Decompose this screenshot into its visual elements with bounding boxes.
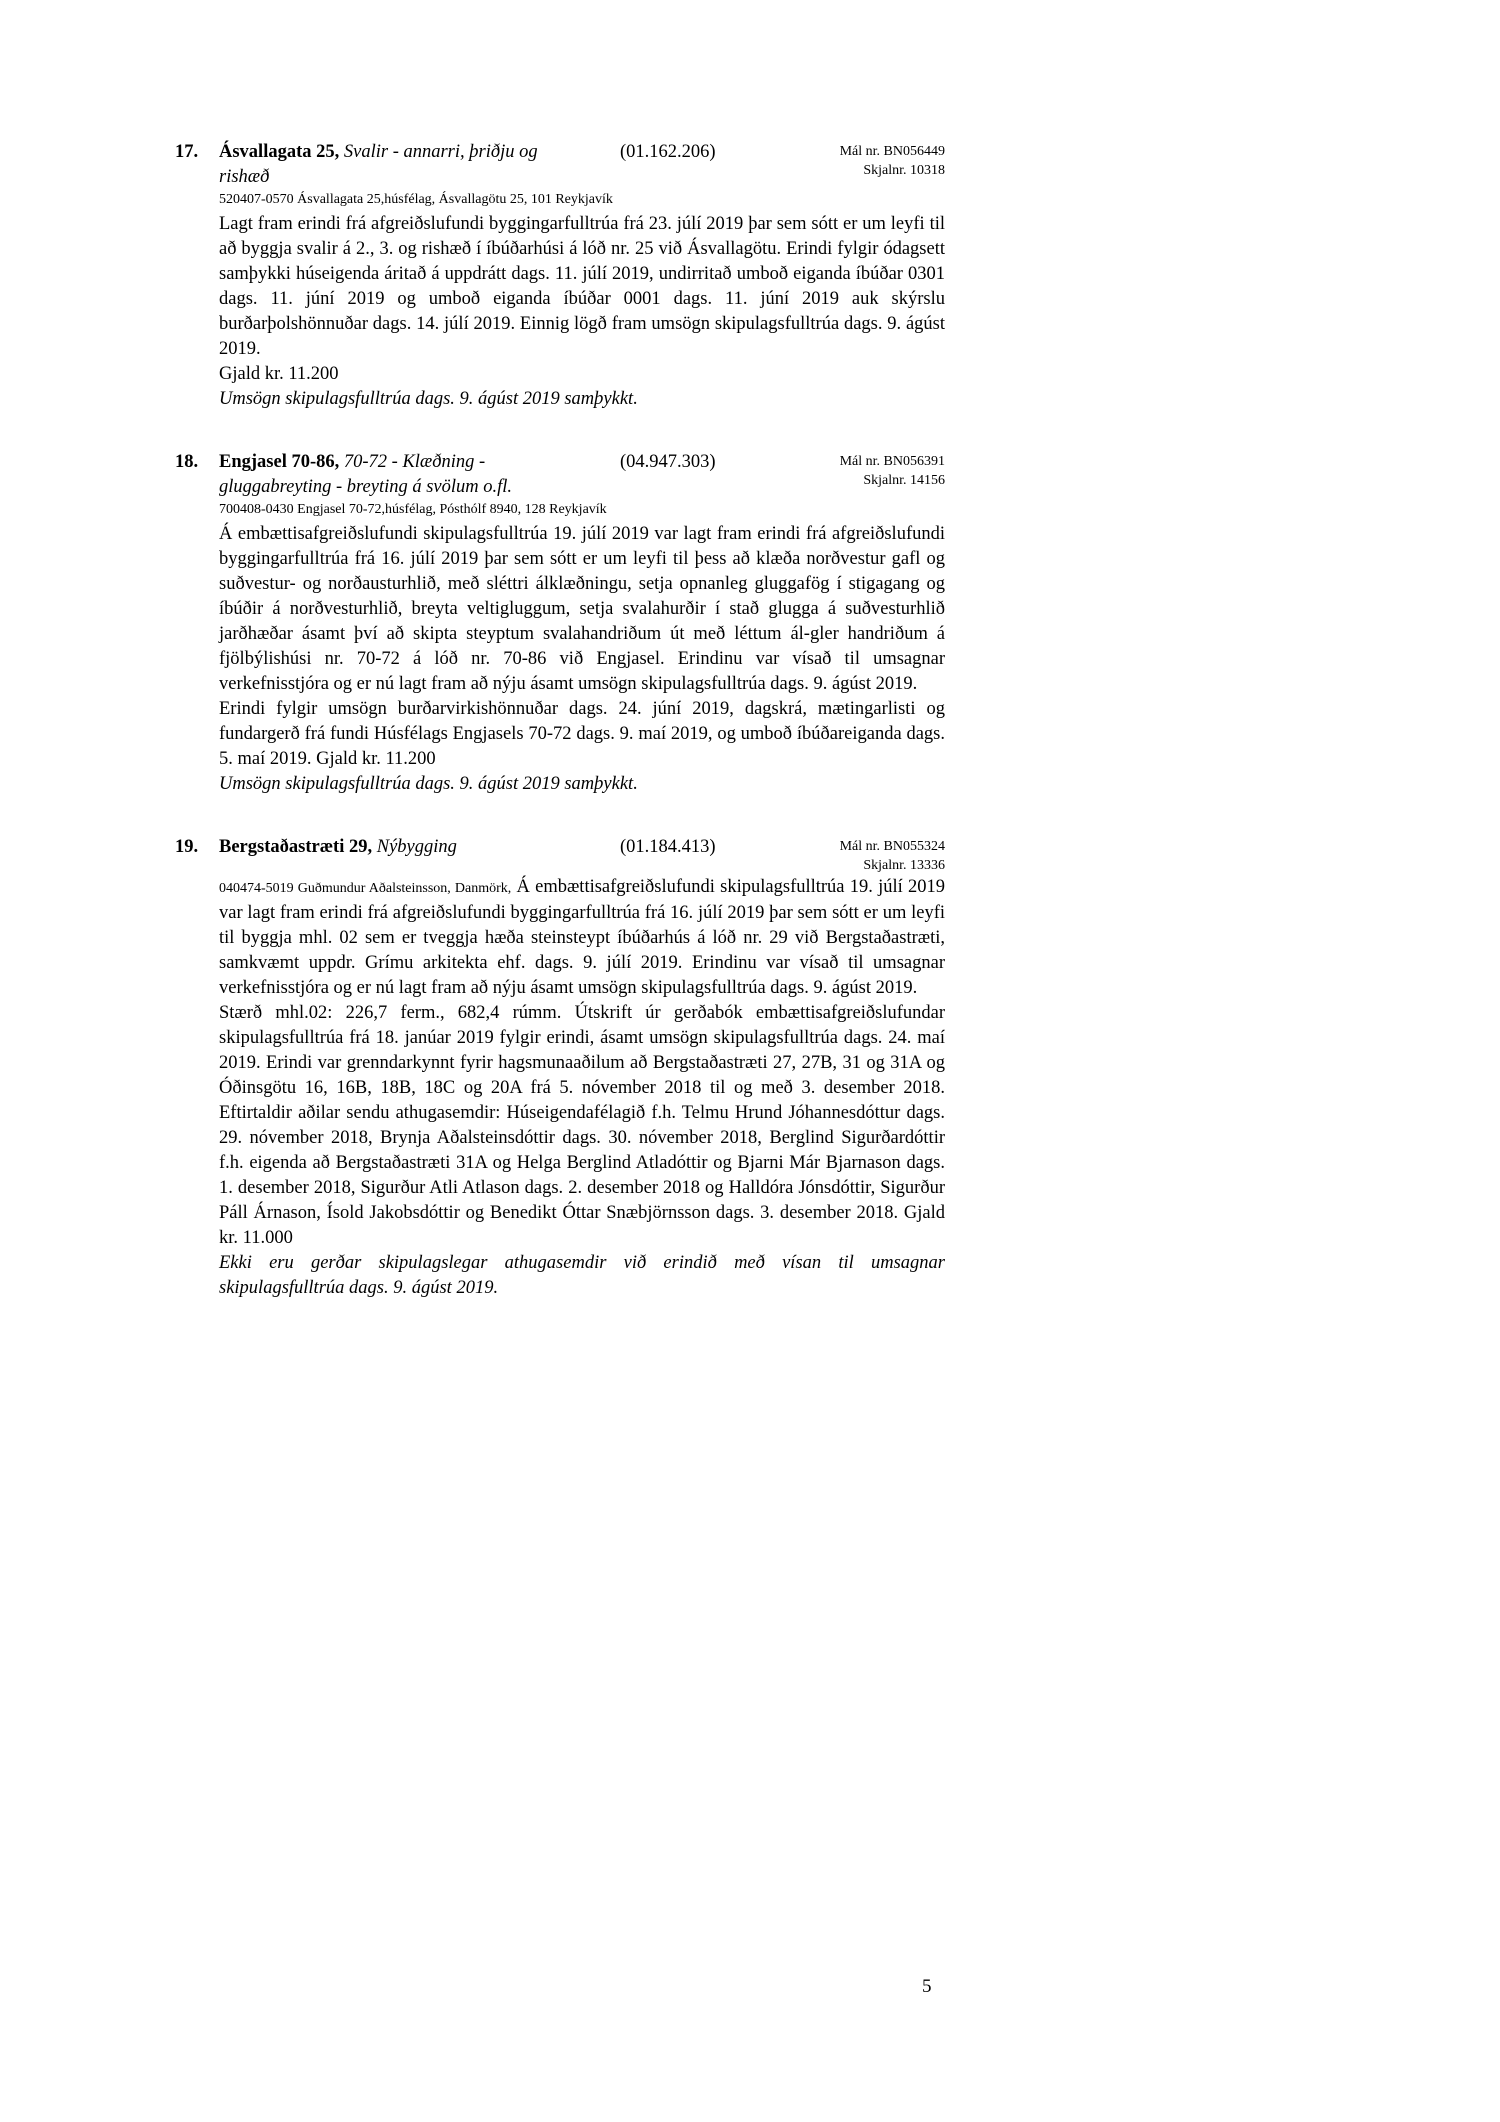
item-code: (04.947.303) [620, 452, 716, 472]
item-conclusion: Umsögn skipulagsfulltrúa dags. 9. ágúst 2019 samþykkt. [219, 774, 638, 794]
item-code: (01.162.206) [620, 142, 716, 162]
agenda-item-17 [175, 140, 945, 412]
item-title-type: 70-72 - Klæðning - gluggabreyting - breyting á svölum o.fl. [219, 452, 513, 497]
item-conclusion: Ekki eru gerðar skipulagslegar athugasemdir við erindið með vísan til umsagnar skipulagsfulltrúa dags. 9. ágúst 2019. [219, 1253, 945, 1298]
item-header [175, 140, 945, 190]
item-header [175, 450, 945, 500]
minutes-content [175, 140, 945, 1339]
item-paragraph-text: Á embættisafgreiðslufundi skipulagsfulltrúa 19. júlí 2019 var lagt fram erindi frá afgreiðslufundi byggingarfulltrúa frá 16. júlí 2019 þar sem sótt er um leyfi til byggja mhl. 02 sem er tveggja hæða steinsteypt íbúðarhús á lóð nr. 29 við Bergstaðastræti, samkvæmt uppdr. Grímu arkitekta ehf. dags. 9. júlí 2019. Erindinu var vísað til umsagnar verkefnisstjóra og er nú lagt fram að nýju ásamt umsögn skipulagsfulltrúa dags. 9. ágúst 2019. [219, 877, 945, 998]
item-paragraph [219, 875, 945, 1001]
item-title-type: Nýbygging [376, 837, 457, 857]
item-title-address: Engjasel 70-86, [219, 452, 340, 472]
document-number: Skjalnr. 10318 [863, 163, 945, 178]
item-title-address: Bergstaðastræti 29, [219, 837, 373, 857]
item-title [219, 140, 620, 190]
owner-address-line: 520407-0570 Ásvallagata 25,húsfélag, Ásvallagötu 25, 101 Reykjavík [219, 192, 613, 207]
case-info [770, 140, 945, 180]
item-title-type: Svalir - annarri, þriðju og rishæð [219, 142, 538, 187]
case-number: Mál nr. BN056391 [839, 454, 945, 469]
item-number: 18. [175, 452, 199, 472]
item-header [175, 835, 945, 875]
item-conclusion: Umsögn skipulagsfulltrúa dags. 9. ágúst 2019 samþykkt. [219, 389, 638, 409]
agenda-item-18 [175, 450, 945, 797]
case-number: Mál nr. BN055324 [839, 839, 945, 854]
case-info [770, 835, 945, 875]
agenda-item-19 [175, 835, 945, 1301]
document-number: Skjalnr. 13336 [863, 858, 945, 873]
fee-line: Gjald kr. 11.200 [219, 364, 339, 384]
item-paragraph: Lagt fram erindi frá afgreiðslufundi byggingarfulltrúa frá 23. júlí 2019 þar sem sótt er um leyfi til að byggja svalir á 2., 3. og rishæð í íbúðarhúsi á lóð nr. 25 við Ásvallagötu. Erindi fylgir ódagsett samþykki húseigenda áritað á uppdrátt dags. 11. júlí 2019, undirritað umboð eiganda íbúðar 0301 dags. 11. júní 2019 og umboð eiganda íbúðar 0001 dags. 11. júní 2019 auk skýrslu burðarþolshönnuðar dags. 14. júlí 2019. Einnig lögð fram umsögn skipulagsfulltrúa dags. 9. ágúst 2019. [219, 214, 945, 359]
item-title [219, 835, 620, 860]
item-code: (01.184.413) [620, 837, 716, 857]
case-info [770, 450, 945, 490]
item-paragraph: Stærð mhl.02: 226,7 ferm., 682,4 rúmm. Útskrift úr gerðabók embættisafgreiðslufundar skipulagsfulltrúa frá 18. janúar 2019 fylgir erindi, ásamt umsögn skipulagsfulltrúa dags. 24. maí 2019. Erindi var grenndarkynnt fyrir hagsmunaaðilum að Bergstaðastræti 27, 27B, 31 og 31A og Óðinsgötu 16, 16B, 18B, 18C og 20A frá 5. nóvember 2018 til og með 3. desember 2018. Eftirtaldir aðilar sendu athugasemdir: Húseigendafélagið f.h. Telmu Hrund Jóhannesdóttur dags. 29. nóvember 2018, Brynja Aðalsteinsdóttir dags. 30. nóvember 2018, Berglind Sigurðardóttir f.h. eigenda að Bergstaðastræti 31A og Helga Berglind Atladóttir og Bjarni Már Bjarnason dags. 1. desember 2018, Sigurður Atli Atlason dags. 2. desember 2018 og Halldóra Jónsdóttir, Sigurður Páll Árnason, Ísold Jakobsdóttir og Benedikt Óttar Snæbjörnsson dags. 3. desember 2018. Gjald kr. 11.000 [219, 1003, 945, 1248]
case-number: Mál nr. BN056449 [839, 144, 945, 159]
item-body [219, 500, 945, 797]
page-number: 5 [922, 1976, 932, 1997]
item-number: 19. [175, 837, 199, 857]
item-paragraph: Erindi fylgir umsögn burðarvirkishönnuðar dags. 24. júní 2019, dagskrá, mætingarlisti og fundargerð frá fundi Húsfélags Engjasels 70-72 dags. 9. maí 2019, og umboð íbúðareiganda dags. 5. maí 2019. Gjald kr. 11.200 [219, 699, 945, 769]
item-paragraph: Á embættisafgreiðslufundi skipulagsfulltrúa 19. júlí 2019 var lagt fram erindi frá afgreiðslufundi byggingarfulltrúa frá 16. júlí 2019 þar sem sótt er um leyfi til þess að klæða norðvestur gafl og suðvestur- og norðausturhlið, með sléttri álklæðningu, setja opnanleg gluggafög í stigagang og íbúðir á norðvesturhlið, breyta veltigluggum, setja svalahurðir í stað glugga á suðvesturhlið jarðhæðar ásamt því að skipta steyptum svalahandriðum út með léttum ál-gler handriðum á fjölbýlishúsi nr. 70-72 á lóð nr. 70-86 við Engjasel. Erindinu var vísað til umsagnar verkefnisstjóra og er nú lagt fram að nýju ásamt umsögn skipulagsfulltrúa dags. 9. ágúst 2019. [219, 524, 945, 694]
owner-address-inline: 040474-5019 Guðmundur Aðalsteinsson, Danmörk, [219, 881, 512, 896]
item-body [219, 190, 945, 412]
item-number: 17. [175, 142, 199, 162]
document-number: Skjalnr. 14156 [863, 473, 945, 488]
item-body [219, 875, 945, 1301]
owner-address-line: 700408-0430 Engjasel 70-72,húsfélag, Pósthólf 8940, 128 Reykjavík [219, 502, 607, 517]
item-title [219, 450, 620, 500]
item-title-address: Ásvallagata 25, [219, 142, 340, 162]
